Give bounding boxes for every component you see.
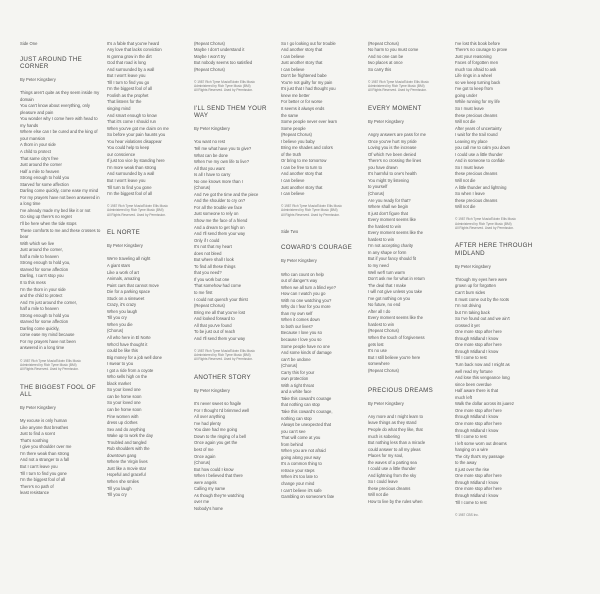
copyright-credit: © 1987 Rich Tyme Music/Edwin Ellis Music Administered by Rich Tyme Music (BMI) All Rights Reserved. Used by Permission.: [20, 358, 81, 371]
lyrics-column-5: [368, 34, 450, 590]
song-title: COWARD'S COURAGE: [281, 244, 353, 252]
song-title: EVERY MOMENT: [368, 104, 422, 112]
side-two-label: Side Two: [281, 229, 299, 235]
copyright-credit: © 1987 Rich Tyme Music/Edwin Ellis Music Administered by Rich Tyme Music (BMI) All Rights Reserved. Used by Permission.: [281, 204, 342, 217]
song-lyrics: I've lost this book before There's no courage to prove Just your reasoning Faces of forgotten men much too afraid to ask Life rings in a wheel so we keep turning back I've got to keep from going under While running for my life So I must leave these precious dreams Will not die After years of uncertainty I wait for the trail round Leaving my place you call me to calm you down I could use a little thunder And in someone to confide So I must leave these precious dreams Will not die A little thunder and lightning So when I leave these precious dreams Will not die: [455, 40, 510, 210]
song-lyrics: So I go looking out for trouble And another story that I can believe Just another story that I can believe Don't be frightened babe You're not guilty for my pain It's just that I had thought you knew me better For better or for worse It seems it always ends the same Some people never ever learn Some people (Repeat Chorus) I believe you baby Bring me shades and colors of the truth Or bring to me tomorrow I can be free to turn to And another story that I can believe Just another story that I can believe: [281, 40, 338, 197]
lyrics-column-6: [455, 34, 537, 590]
side-one-label: Side One: [20, 40, 38, 46]
song-title: I'LL SEND THEM YOUR WAY: [194, 104, 267, 120]
song-writer: By Peter Kingsbery: [368, 400, 404, 406]
copyright-credit: © 1987 CBS Inc.: [455, 512, 479, 517]
song-writer: By Peter Kingsbery: [455, 263, 491, 269]
song-writer: By Peter Kingsbery: [281, 258, 317, 264]
lyrics-column-4: [281, 34, 363, 590]
song-writer: By Peter Kingsbery: [368, 118, 404, 124]
lyrics-column-3: [194, 34, 276, 590]
copyright-credit: © 1987 Rich Tyme Music/Edwin Ellis Music Administered by Rich Tyme Music (BMI) All Rights Reserved. Used by Permission.: [107, 204, 168, 217]
song-writer: By Peter Kingsbery: [20, 405, 56, 411]
song-lyrics: It's never sweet so fragile For I thought I'd brimmed well All over anything I've had plenty You dare had me going Down to the ringing of a bell Once again you get the best of me Once again (Chorus) But how could I know When I believed that there were angels Calling my name As though they're watching over me Nobody's home: [194, 401, 250, 511]
song-lyrics: We're traveling all night A giant stars Like a work of art Animals, amazing Paint cars that cannot move Die for a parking space Stuck on a sinsweet Crazy, it's crazy When you laugh Till you cry When you die (Chorus) All who here in El Norte Who'd have thought it could be like this Big money for a job well done I swear to you I got a ride from a coyote Who sells high on the black market So your loved one can be home soon So your loved one can be home soon Fine women with dress up clothes Sex and do anything Wake up to work the day Troubled and tangled Rub shoulders with the downtown gang Where the Virgin lives Just like a movie star Hopeful and graceful When she smiles Till you laugh Till you cry: [107, 256, 162, 498]
song-lyrics: (Repeat Chorus) Maybe I don't understand it Maybe I won't try But nobody seems too satisfied (Repeat Chorus): [194, 40, 253, 72]
song-lyrics: It's a fable that you've heard Any love that lacks conviction Is gonna grow in the dirt God that road is long And surrounded by a wall But I won't leave you Till I turn to find you go I'm the biggest fool of all Foolish as the prophet That listens for the singing mind And smart enough to know That it's come I should run When you've got me claim on me So before your pain haunts you You hear violations disappear You could help to keep our conscience If just too vice by standing here I'm more weak than strong And surrounded by a wall But I won't leave you Till turn to find you gone I'm the biggest fool of all: [107, 40, 169, 197]
song-writer: By Peter Kingsbery: [194, 388, 230, 394]
song-title: JUST AROUND THE CORNER: [20, 55, 83, 71]
copyright-credit: © 1987 Rich Tyme Music/Edwin Ellis Music Administered by Rich Tyme Music (BMI) All Rights Reserved. Used by Permission.: [368, 79, 429, 93]
song-lyrics: Who can count on help out of danger's way When we all turn a blind eye? How can I watch you go With no one watching you? Why do I fear for you more than my own self When it comes down to both our lives? Because I love you so because I love you so Some people have no one And some kinds of damage can't be undone (Chorus) Carry this for your own protection With a tight throat and a white face Take this coward's courage that nothing can stop Take this coward's courage, nothing can stop Always be unexpected that you can't see That will come at you from behind When you are not afraid going along your way It's a common thing to retrace your steps When it's too late to change your mind I can't believe it's safe Gambling on someone's fate: [281, 271, 336, 500]
song-writer: By Peter Kingsbery: [20, 77, 56, 82]
song-title: PRECIOUS DREAMS: [368, 386, 434, 394]
copyright-credit: © 1987 Rich Tyme Music/Edwin Ellis Music Administered by Rich Tyme Music (BMI) All Rights Reserved. Used by Permission.: [455, 217, 516, 230]
copyright-credit: © 1987 Rich Tyme Music/Edwin Ellis Music Administered by Rich Tyme Music (BMI) All Rights Reserved. Used by Permission.: [194, 79, 255, 93]
song-lyrics: Things aren't quite as they seem inside my domain You can't know about everything, only pleasure and pain You wonder why I come here with head to my hands Where else can I be cured and the king of your mansion A thorn in your side A child to protect That same city's free Just around the corner Half a mile to heaven Strong enough to hold you Starved for some affection Darling come quickly, come ease my mind For my prayers have not been answered in a long time I've already made my bed like it or not Go sing up there's no regret I'll be here when the tide stops These comforts to me and these crosses to bear With which we live Just around the corner, half a mile to heaven Strong enough to hold you, starved for some affection Darling, I can't stop you It to this mess I'm the thorn in your side and the child to protect And I'm just around the corner, half a mile to heaven Strong enough to hold you starved for some affection Darling come quickly, come ease my mind because For my prayers have not been answered in a long time: [20, 90, 101, 351]
copyright-credit: © 1987 Rich Tyme Music/Edwin Ellis Music Administered by Rich Tyme Music (BMI) All Rights Reserved. Used by Permission.: [194, 348, 255, 362]
song-lyrics: (Repeat Chorus) No harm to you must come And no one can be two places at once So carry this: [368, 40, 419, 72]
song-writer: By Peter Kingsbery: [107, 243, 143, 249]
song-title: THE BIGGEST FOOL OF ALL: [20, 383, 96, 399]
song-lyrics: Angry answers are pass for me Once you've hurt my pride Loving you is the increase Of which I've been denied There's no crossing the lines you have drawn It's harmful to one's health You might try listening to yourself (Chorus) Are you ready for that? Where shall we begin It just don't figure that Every moment seems like the hardest to win Every moment seems like the hardest to win I'm not accepting charity In any shape or form But if your fancy should fit to my need Well we'll turn warm Don't ask me for what in return The deal that I make I will not give unless you take I've got nothing on you No future, no end After all I do Every moment seems like the hardest to win (Repeat Chorus) When the touch of forgiveness gets lost It's no use But I still believe you're here somewhere (Repeat Chorus): [368, 132, 426, 373]
song-lyrics: Through my eyes here were grown up for forgotten Can't burn sides It must come out by the roots I'm not driving but I'm taking back So I've found out and we ain't crossed it yet One more stop after here through Midland I know One more stop after here through Midland I know Till I come to rest Turn back now and I might as well read my fortune And lose this vengeance long since been overdue Half aware there is that much left Walk the dollar across its juarez One more stop after here through Midland I know One more stop after here through Midland I know Till I come to rest I left some worn out dreams hanging on a wire The city that's my passage to the away It just over the rise One more stop after here through Midland I know One more stop after here through Midland I know Till I come to rest: [455, 276, 514, 505]
song-lyrics: My excuse is only human Like anyone that breathes Just to find a scent That's soothing I give you shoulder over me I'm there weak than strong And not a stranger to a fall But I can't leave you Till I turn to find you gone I'm the biggest fool of all There's no path of least resistance: [20, 418, 72, 496]
song-lyrics: You want no rest Tell me what have you to give? What can be done When I've my own life to live? All that you want Is all I have to carry No one knows more than I (Chorus) And I've got the time and the piece And the shoulder to cry on? For all the trouble we face Just someone to rely on Show me the face of a friend And a dream to get high on And I'll send them your way Only if I could It's not that my heart does not bleed But where shall I look To find all these things that you need? If you work but one That somehow had come to me first I could not quench your thirst (Repeat Chorus) Bring me all that you've lost And looked forward to All that you've found To be just out of reach And I'll send them your way: [194, 139, 259, 341]
song-title: ANOTHER STORY: [194, 374, 251, 382]
song-title: EL NORTE: [107, 229, 141, 237]
lyrics-column-2: [107, 34, 189, 590]
song-writer: By Peter Kingsbery: [194, 126, 230, 132]
song-title: AFTER HERE THROUGH MIDLAND: [455, 242, 533, 257]
lyrics-column-1: [20, 34, 102, 590]
song-lyrics: Any more and I might learn to leave things as they stand People do what they like, that much is sobering But nothing less than a miracle could answer to all my pleas Places for my soul, the waves of a parting sea I could use a little thunder And lightning from the sky So I could leave these precious dreams Will not die How to live by the rules when: [368, 413, 426, 504]
